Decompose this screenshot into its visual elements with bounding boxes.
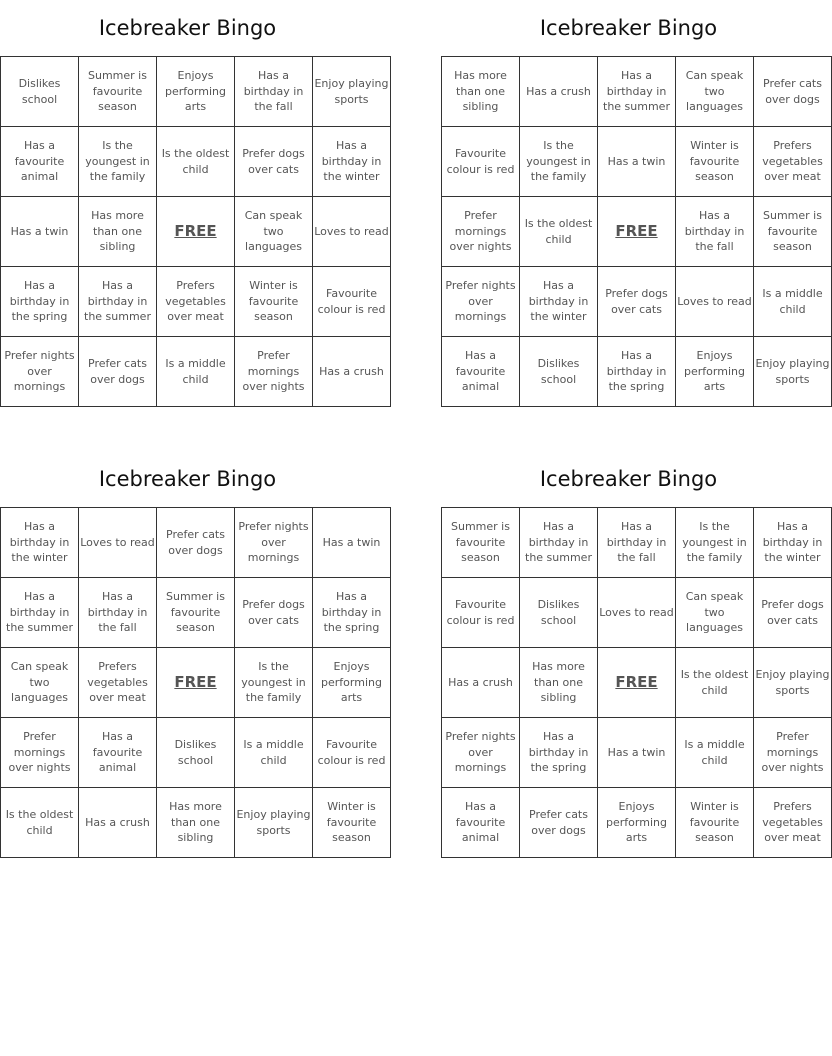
bingo-card-1 [0, 0, 389, 407]
bingo-cell: Enjoy playing sports [235, 788, 313, 858]
grid-row [442, 508, 832, 578]
bingo-cell: Enjoys performing arts [598, 788, 676, 858]
bingo-cell: Is a middle child [235, 718, 313, 788]
bingo-cell: Has more than one sibling [520, 648, 598, 718]
grid-row [442, 788, 832, 858]
bingo-cell: Is the oldest child [157, 127, 235, 197]
bingo-cell: Dislikes school [1, 57, 79, 127]
grid-row [442, 718, 832, 788]
bingo-grid [0, 507, 391, 858]
bingo-cell: Has a birthday in the winter [313, 127, 391, 197]
bingo-cell: Prefer nights over mornings [442, 718, 520, 788]
bingo-cell: Can speak two languages [235, 197, 313, 267]
bingo-cell: Prefer dogs over cats [235, 127, 313, 197]
bingo-cell: Has a birthday in the spring [520, 718, 598, 788]
bingo-cell: Prefer mornings over nights [754, 718, 832, 788]
grid-row [1, 648, 391, 718]
bingo-card-2 [441, 0, 830, 407]
bingo-cell: Is the youngest in the family [676, 508, 754, 578]
bingo-cell: Is a middle child [676, 718, 754, 788]
bingo-cell: Winter is favourite season [313, 788, 391, 858]
bingo-cell: Is the youngest in the family [235, 648, 313, 718]
bingo-cell: Prefer cats over dogs [520, 788, 598, 858]
bingo-grid [441, 56, 832, 407]
bingo-cell: Prefer dogs over cats [598, 267, 676, 337]
bingo-cell: Has more than one sibling [79, 197, 157, 267]
bingo-grid [441, 507, 832, 858]
bingo-cell: Prefers vegetables over meat [157, 267, 235, 337]
grid-row [1, 718, 391, 788]
bingo-cell: Summer is favourite season [157, 578, 235, 648]
bingo-cell: Has more than one sibling [157, 788, 235, 858]
bingo-cell: Loves to read [676, 267, 754, 337]
bingo-cell: Prefer nights over mornings [442, 267, 520, 337]
bingo-cell: Loves to read [79, 508, 157, 578]
bingo-cell: Has a birthday in the summer [520, 508, 598, 578]
bingo-cell: Has a birthday in the fall [598, 508, 676, 578]
bingo-cell: Has a favourite animal [442, 788, 520, 858]
bingo-cell: Is the oldest child [676, 648, 754, 718]
grid-row [1, 267, 391, 337]
bingo-card-4 [441, 451, 830, 858]
bingo-grid [0, 56, 391, 407]
bingo-cell: Winter is favourite season [235, 267, 313, 337]
bingo-cell: Is the youngest in the family [520, 127, 598, 197]
bingo-cell: Prefers vegetables over meat [79, 648, 157, 718]
bingo-cell: Has a birthday in the winter [1, 508, 79, 578]
bingo-cell: Has a crush [442, 648, 520, 718]
bingo-cell: Prefer dogs over cats [754, 578, 832, 648]
bingo-cell: Has more than one sibling [442, 57, 520, 127]
bingo-cell: Has a favourite animal [1, 127, 79, 197]
card-title: Icebreaker Bingo [98, 467, 277, 491]
bingo-cell: Is a middle child [157, 337, 235, 407]
bingo-cell: Has a birthday in the summer [79, 267, 157, 337]
bingo-cell: Prefer mornings over nights [235, 337, 313, 407]
card-title: Icebreaker Bingo [539, 16, 718, 40]
bingo-cell: Is the oldest child [520, 197, 598, 267]
bingo-cell: Has a birthday in the fall [676, 197, 754, 267]
bingo-cell: Is the oldest child [1, 788, 79, 858]
grid-row [1, 197, 391, 267]
bingo-cell: Prefer cats over dogs [157, 508, 235, 578]
bingo-cell: Prefer nights over mornings [235, 508, 313, 578]
bingo-cell: Can speak two languages [676, 57, 754, 127]
bingo-cell: Has a birthday in the spring [313, 578, 391, 648]
bingo-cell: Has a twin [313, 508, 391, 578]
bingo-cell: Enjoy playing sports [754, 337, 832, 407]
bingo-cell: Has a birthday in the spring [598, 337, 676, 407]
bingo-cell: Has a crush [520, 57, 598, 127]
bingo-cell: Has a twin [598, 718, 676, 788]
grid-row [1, 57, 391, 127]
bingo-cell: Prefer cats over dogs [79, 337, 157, 407]
free-space-cell: FREE [598, 648, 676, 718]
bingo-cell: Winter is favourite season [676, 127, 754, 197]
bingo-cell: Has a favourite animal [442, 337, 520, 407]
grid-row [442, 267, 832, 337]
bingo-cell: Summer is favourite season [442, 508, 520, 578]
bingo-cell: Has a birthday in the fall [235, 57, 313, 127]
grid-row [1, 127, 391, 197]
bingo-cell: Prefers vegetables over meat [754, 127, 832, 197]
bingo-cell: Prefer cats over dogs [754, 57, 832, 127]
bingo-cell: Dislikes school [520, 337, 598, 407]
bingo-cell: Winter is favourite season [676, 788, 754, 858]
bingo-cell: Summer is favourite season [79, 57, 157, 127]
bingo-cell: Loves to read [598, 578, 676, 648]
bingo-cell: Prefer mornings over nights [442, 197, 520, 267]
card-title: Icebreaker Bingo [539, 467, 718, 491]
bingo-cell: Prefer mornings over nights [1, 718, 79, 788]
grid-row [442, 197, 832, 267]
bingo-cell: Enjoy playing sports [313, 57, 391, 127]
grid-row [1, 788, 391, 858]
bingo-cell: Can speak two languages [676, 578, 754, 648]
bingo-cell: Enjoys performing arts [313, 648, 391, 718]
bingo-cell: Summer is favourite season [754, 197, 832, 267]
bingo-cell: Has a birthday in the fall [79, 578, 157, 648]
bingo-cell: Enjoys performing arts [157, 57, 235, 127]
bingo-cell: Prefer nights over mornings [1, 337, 79, 407]
bingo-cell: Dislikes school [157, 718, 235, 788]
grid-row [442, 127, 832, 197]
free-space-cell: FREE [157, 197, 235, 267]
bingo-cell: Dislikes school [520, 578, 598, 648]
free-space-cell: FREE [598, 197, 676, 267]
free-space-cell: FREE [157, 648, 235, 718]
bingo-cell: Favourite colour is red [442, 127, 520, 197]
bingo-cell: Can speak two languages [1, 648, 79, 718]
bingo-cell: Has a birthday in the spring [1, 267, 79, 337]
grid-row [442, 57, 832, 127]
bingo-cell: Has a twin [1, 197, 79, 267]
bingo-cell: Has a birthday in the summer [598, 57, 676, 127]
bingo-cell: Has a birthday in the winter [520, 267, 598, 337]
bingo-cell: Enjoy playing sports [754, 648, 832, 718]
bingo-cell: Enjoys performing arts [676, 337, 754, 407]
bingo-cell: Favourite colour is red [313, 267, 391, 337]
bingo-cell: Is a middle child [754, 267, 832, 337]
grid-row [1, 337, 391, 407]
grid-row [442, 337, 832, 407]
bingo-cell: Has a birthday in the winter [754, 508, 832, 578]
bingo-cell: Favourite colour is red [313, 718, 391, 788]
bingo-cell: Has a crush [313, 337, 391, 407]
bingo-cell: Favourite colour is red [442, 578, 520, 648]
bingo-cell: Has a twin [598, 127, 676, 197]
grid-row [442, 648, 832, 718]
bingo-cell: Has a crush [79, 788, 157, 858]
grid-row [442, 578, 832, 648]
bingo-card-3 [0, 451, 386, 858]
grid-row [1, 508, 391, 578]
bingo-cell: Is the youngest in the family [79, 127, 157, 197]
bingo-cell: Prefers vegetables over meat [754, 788, 832, 858]
bingo-cell: Prefer dogs over cats [235, 578, 313, 648]
bingo-cell: Has a birthday in the summer [1, 578, 79, 648]
bingo-cell: Has a favourite animal [79, 718, 157, 788]
grid-row [1, 578, 391, 648]
card-title: Icebreaker Bingo [98, 16, 277, 40]
bingo-cell: Loves to read [313, 197, 391, 267]
